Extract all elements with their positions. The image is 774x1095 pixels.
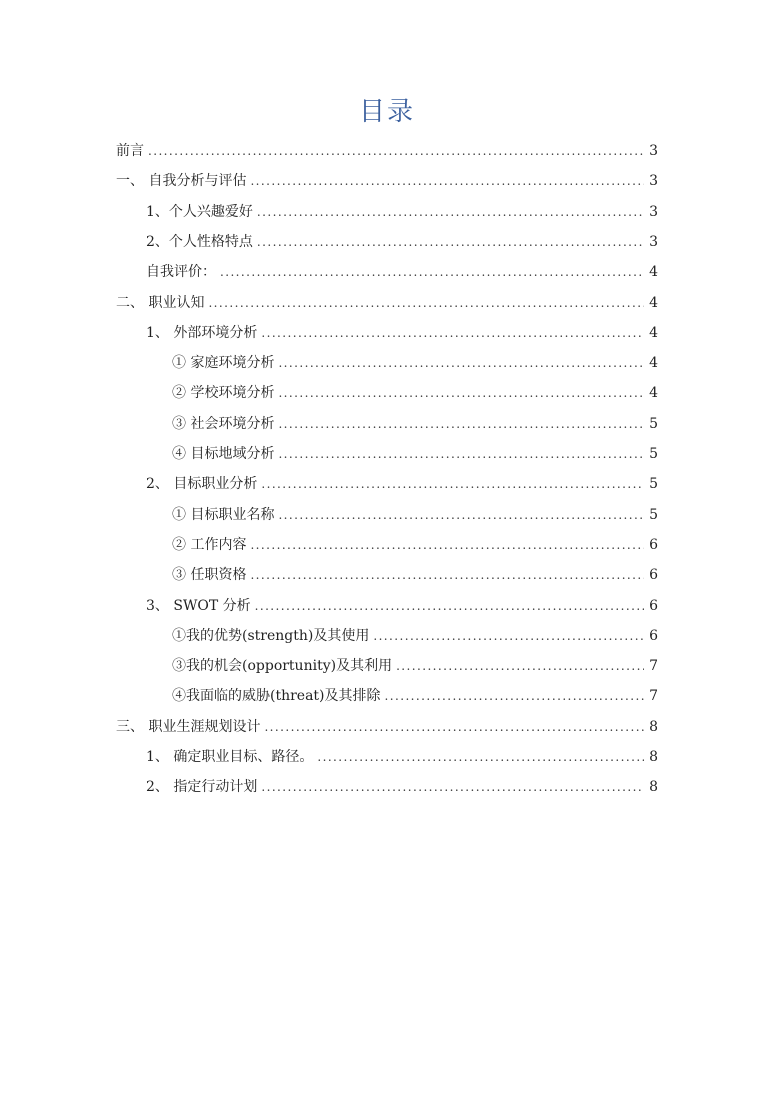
toc-entry-text: ① 家庭环境分析 <box>172 355 275 371</box>
toc-dot-leader <box>261 318 644 348</box>
toc-entry[interactable] <box>172 621 658 651</box>
toc-entry-text: 2、 指定行动计划 <box>146 779 258 795</box>
toc-page-number: 6 <box>649 537 658 553</box>
toc-page-number: 4 <box>649 325 658 341</box>
toc-dot-leader <box>278 378 644 408</box>
toc-entry-text: ② 工作内容 <box>172 537 247 553</box>
toc-entry[interactable] <box>172 530 658 560</box>
toc-page-number: 8 <box>649 719 658 735</box>
toc-entry[interactable] <box>146 772 658 802</box>
toc-entry-text: 一、 自我分析与评估 <box>116 173 247 189</box>
toc-entry[interactable] <box>172 409 658 439</box>
toc-entry-text: 1、个人兴趣爱好 <box>146 204 253 220</box>
toc-entry-text: 2、 目标职业分析 <box>146 476 258 492</box>
toc-dot-leader <box>278 500 644 530</box>
toc-dot-leader <box>257 227 644 257</box>
toc-page-number: 5 <box>649 507 658 523</box>
toc-entry-text: ④我面临的威胁(threat)及其排除 <box>172 688 381 704</box>
toc-dot-leader <box>208 288 644 318</box>
toc-entry[interactable] <box>172 439 658 469</box>
toc-entry-text: 1、 外部环境分析 <box>146 325 258 341</box>
toc-entry[interactable] <box>172 651 658 681</box>
toc-entry-text: ①我的优势(strength)及其使用 <box>172 628 370 644</box>
toc-entry[interactable] <box>116 166 658 196</box>
toc-dot-leader <box>278 439 644 469</box>
toc-entry-text: 二、 职业认知 <box>116 295 205 311</box>
toc-entry-text: 2、个人性格特点 <box>146 234 253 250</box>
toc-dot-leader <box>220 257 644 287</box>
toc-entry[interactable] <box>172 348 658 378</box>
toc-page-number: 5 <box>649 446 658 462</box>
toc-dot-leader <box>373 621 644 651</box>
toc-dot-leader <box>250 530 644 560</box>
toc-entry[interactable] <box>146 318 658 348</box>
toc-entry[interactable] <box>146 742 658 772</box>
toc-entry[interactable] <box>116 288 658 318</box>
toc-page-number: 3 <box>649 143 658 159</box>
toc-page-number: 8 <box>649 779 658 795</box>
toc-page-number: 3 <box>649 173 658 189</box>
toc-entry[interactable] <box>146 227 658 257</box>
toc-page-number: 6 <box>649 628 658 644</box>
toc-dot-leader <box>278 409 644 439</box>
toc-dot-leader <box>255 591 644 621</box>
toc-page-number: 6 <box>649 598 658 614</box>
toc-page-number: 4 <box>649 295 658 311</box>
toc-page-number: 5 <box>649 476 658 492</box>
toc-entry-text: 前言 <box>116 143 144 159</box>
toc-dot-leader <box>278 348 644 378</box>
toc-entry[interactable] <box>172 378 658 408</box>
toc-dot-leader <box>250 560 644 590</box>
toc-entry-text: ② 学校环境分析 <box>172 385 275 401</box>
toc-entry[interactable] <box>116 136 658 166</box>
toc-page-number: 3 <box>649 234 658 250</box>
toc-dot-leader <box>250 166 644 196</box>
toc-entry-text: 三、 职业生涯规划设计 <box>116 719 261 735</box>
toc-entry-text: ① 目标职业名称 <box>172 507 275 523</box>
toc-title: 目录 <box>358 97 415 127</box>
toc-entry-text: ③ 社会环境分析 <box>172 416 275 432</box>
toc-page-number: 4 <box>649 264 658 280</box>
toc-entry[interactable] <box>172 681 658 711</box>
toc-entry[interactable] <box>116 712 658 742</box>
toc-page-number: 6 <box>649 567 658 583</box>
toc-dot-leader <box>385 681 644 711</box>
toc-entry-text: ④ 目标地域分析 <box>172 446 275 462</box>
toc-entry-text: ③ 任职资格 <box>172 567 247 583</box>
toc-page-number: 3 <box>649 204 658 220</box>
toc-entry-text: 自我评价： <box>146 264 216 280</box>
toc-entry[interactable] <box>146 197 658 227</box>
toc-entry[interactable] <box>172 560 658 590</box>
toc-dot-leader <box>148 136 644 166</box>
toc-dot-leader <box>264 712 644 742</box>
toc-entry[interactable] <box>146 469 658 499</box>
toc-entry-text: 3、 SWOT 分析 <box>146 598 251 614</box>
toc-entry[interactable] <box>146 591 658 621</box>
toc-entry[interactable] <box>146 257 658 287</box>
toc-dot-leader <box>261 469 644 499</box>
toc-entry-text: ③我的机会(opportunity)及其利用 <box>172 658 393 674</box>
toc-page-number: 7 <box>649 688 658 704</box>
toc-dot-leader <box>257 197 644 227</box>
toc-entry-text: 1、 确定职业目标、路径。 <box>146 749 314 765</box>
toc-page-number: 4 <box>649 355 658 371</box>
toc-dot-leader <box>396 651 644 681</box>
toc-dot-leader <box>261 772 644 802</box>
toc-page-number: 7 <box>649 658 658 674</box>
toc-dot-leader <box>317 742 644 772</box>
toc-page-number: 5 <box>649 416 658 432</box>
toc-page-number: 8 <box>649 749 658 765</box>
toc-page-number: 4 <box>649 385 658 401</box>
toc-entry[interactable] <box>172 500 658 530</box>
